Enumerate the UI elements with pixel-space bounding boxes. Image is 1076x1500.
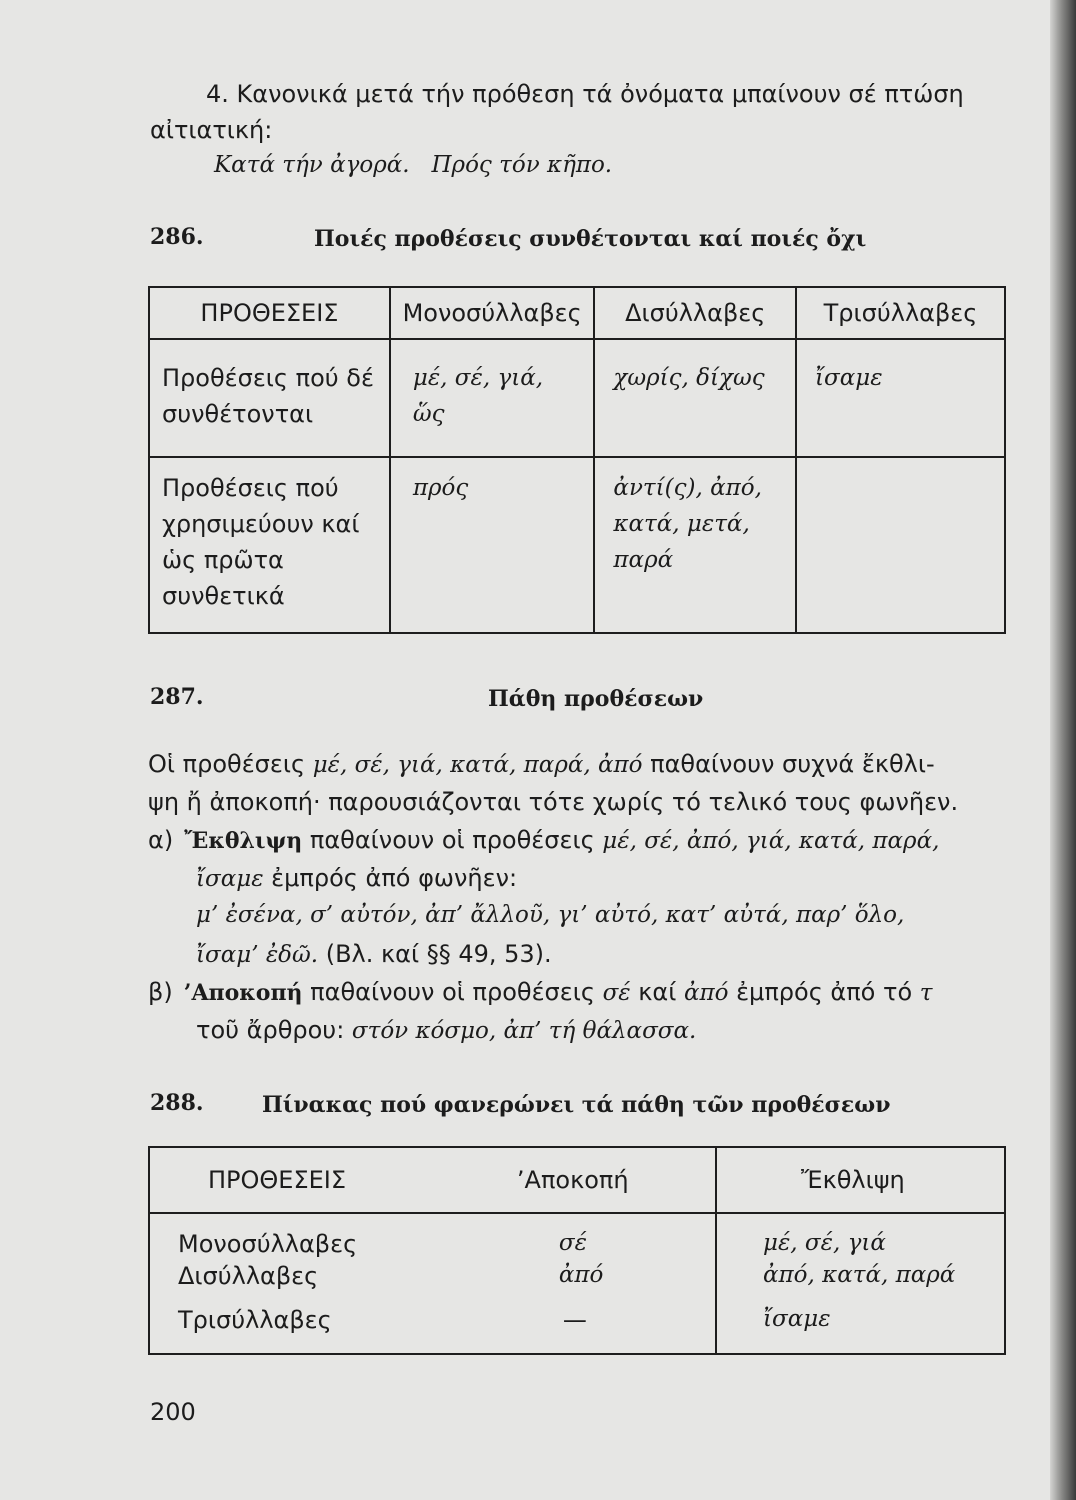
row1-mono-line: ὥς — [412, 401, 445, 427]
row1-di-line: χωρίς, δίχως — [613, 365, 765, 391]
row2-label-line: Προθέσεις πού — [162, 474, 339, 502]
row-ekthlipsi: μέ, σέ, γιά — [716, 1213, 1005, 1258]
item-a-line-1 — [148, 826, 939, 854]
row2-label-line: συνθετικά — [162, 582, 285, 610]
row-ekthlipsi: ἴσαμε — [716, 1302, 1005, 1354]
table-row — [149, 1213, 1005, 1258]
header-trisyllables: Τρισύλλαβες — [796, 287, 1005, 339]
table-row — [149, 457, 1005, 633]
section-288-title: Πίνακας πού φανερώνει τά πάθη τῶν προθέσεων — [262, 1092, 891, 1118]
section-287-title: Πάθη προθέσεων — [488, 686, 704, 712]
para-287-line-1 — [148, 750, 935, 778]
prepositions-changes-table — [148, 1146, 1006, 1355]
row-label: Τρισύλλαβες — [149, 1302, 367, 1354]
compound-prepositions-table — [148, 286, 1006, 634]
table-row — [149, 1258, 1005, 1302]
header-protheseis: ΠΡΟΘΕΣΕΙΣ — [149, 1147, 367, 1213]
para-text: Οἱ προθέσεις — [148, 750, 313, 778]
item-b-italic: σέ — [602, 980, 631, 1006]
row-label: Δισύλλαβες — [149, 1258, 367, 1302]
header-ekthlipsi: Ἔκθλιψη — [716, 1147, 1005, 1213]
item-b-italic: τ — [919, 980, 933, 1006]
table-row — [149, 339, 1005, 457]
section-286-title: Ποιές προθέσεις συνθέτονται καί ποιές ὄχι — [314, 226, 867, 252]
item-a-italic: μέ, σέ, ἀπό, γιά, κατά, παρά, — [602, 828, 940, 854]
rule-4-text: 4. Κανονικά μετά τήν πρόθεση τά ὀνόματα μπαίνουν σέ πτώση — [206, 80, 964, 108]
table-row — [149, 1302, 1005, 1354]
row2-di-line: παρά — [613, 547, 674, 573]
item-a-reference: (Βλ. καί §§ 49, 53). — [318, 940, 552, 968]
row-ekthlipsi: ἀπό, κατά, παρά — [716, 1258, 1005, 1302]
item-b-text: ἐμπρός ἀπό τό — [728, 978, 920, 1006]
row2-di-line: κατά, μετά, — [613, 511, 750, 537]
rule-4-examples: Κατά τήν ἀγορά. Πρός τόν κῆπο. — [214, 152, 613, 178]
row1-label-line: συνθέτονται — [162, 400, 314, 428]
rule-4-text-cont: αἰτιατική: — [150, 116, 273, 144]
header-protheseis: ΠΡΟΘΕΣΕΙΣ — [149, 287, 390, 339]
item-b-text: παθαίνουν οἱ προθέσεις — [302, 978, 603, 1006]
item-a-line-4 — [196, 940, 552, 968]
header-disyllables: Δισύλλαβες — [594, 287, 796, 339]
row1-mono-line: μέ, σέ, γιά, — [412, 365, 544, 391]
item-a-examples: μ’ ἐσένα, σ’ αὐτόν, ἀπ’ ἄλλοῦ, γι’ αὐτό, κατ’ αὐτά, παρ’ ὅλο, — [196, 902, 905, 928]
table-header-row — [149, 1147, 1005, 1213]
header-monosyllables: Μονοσύλλαβες — [390, 287, 595, 339]
section-287-number: 287. — [150, 684, 204, 710]
row-apokopi: ἀπό — [558, 1262, 604, 1288]
para-287-line-2: ψη ἤ ἀποκοπή· παρουσιάζονται τότε χωρίς τό τελικό τους φωνῆεν. — [148, 788, 959, 816]
item-b-text: καί — [630, 978, 684, 1006]
para-text: παθαίνουν συχνά ἔκθλι- — [642, 750, 935, 778]
row-apokopi: — — [367, 1302, 716, 1354]
section-288-number: 288. — [150, 1090, 204, 1116]
item-a-term: Ἔκθλιψη — [184, 828, 303, 854]
item-a-text: ἐμπρός ἀπό φωνῆεν: — [263, 864, 518, 892]
book-spine-shadow — [1050, 0, 1076, 1500]
row-label: Μονοσύλλαβες — [149, 1213, 367, 1258]
row2-label-line: ὡς πρῶτα — [162, 546, 284, 574]
item-b-italic: ἀπό — [683, 980, 729, 1006]
row2-tri-empty — [797, 458, 1004, 474]
item-b-examples: στόν κόσμο, ἀπ’ τή θάλασσα. — [351, 1018, 697, 1044]
row1-tri-line: ἴσαμε — [815, 365, 883, 391]
item-a-example: ἴσαμ’ ἐδῶ. — [196, 942, 319, 968]
row2-label-line: χρησιμεύουν καί — [162, 510, 360, 538]
table-header-row — [149, 287, 1005, 339]
item-b-line-1 — [148, 978, 932, 1006]
item-b-marker: β) — [148, 978, 173, 1006]
header-apokopi: ’Αποκοπή — [367, 1147, 716, 1213]
row1-label-line: Προθέσεις πού δέ — [162, 364, 374, 392]
item-b-line-2 — [196, 1016, 696, 1044]
section-286-number: 286. — [150, 224, 204, 250]
item-a-marker: α) — [148, 826, 174, 854]
row2-mono-line: πρός — [412, 475, 469, 501]
para-italic: μέ, σέ, γιά, κατά, παρά, ἀπό — [312, 752, 643, 778]
item-a-line-2 — [196, 864, 517, 892]
item-b-term: ’Αποκοπή — [183, 980, 303, 1006]
item-a-text: παθαίνουν οἱ προθέσεις — [302, 826, 603, 854]
page-number: 200 — [150, 1398, 196, 1426]
item-b-text: τοῦ ἄρθρου: — [196, 1016, 352, 1044]
item-a-isame: ἴσαμε — [196, 866, 264, 892]
row2-di-line: ἀντί(ς), ἀπό, — [613, 475, 762, 501]
row-apokopi: σέ — [558, 1230, 587, 1256]
